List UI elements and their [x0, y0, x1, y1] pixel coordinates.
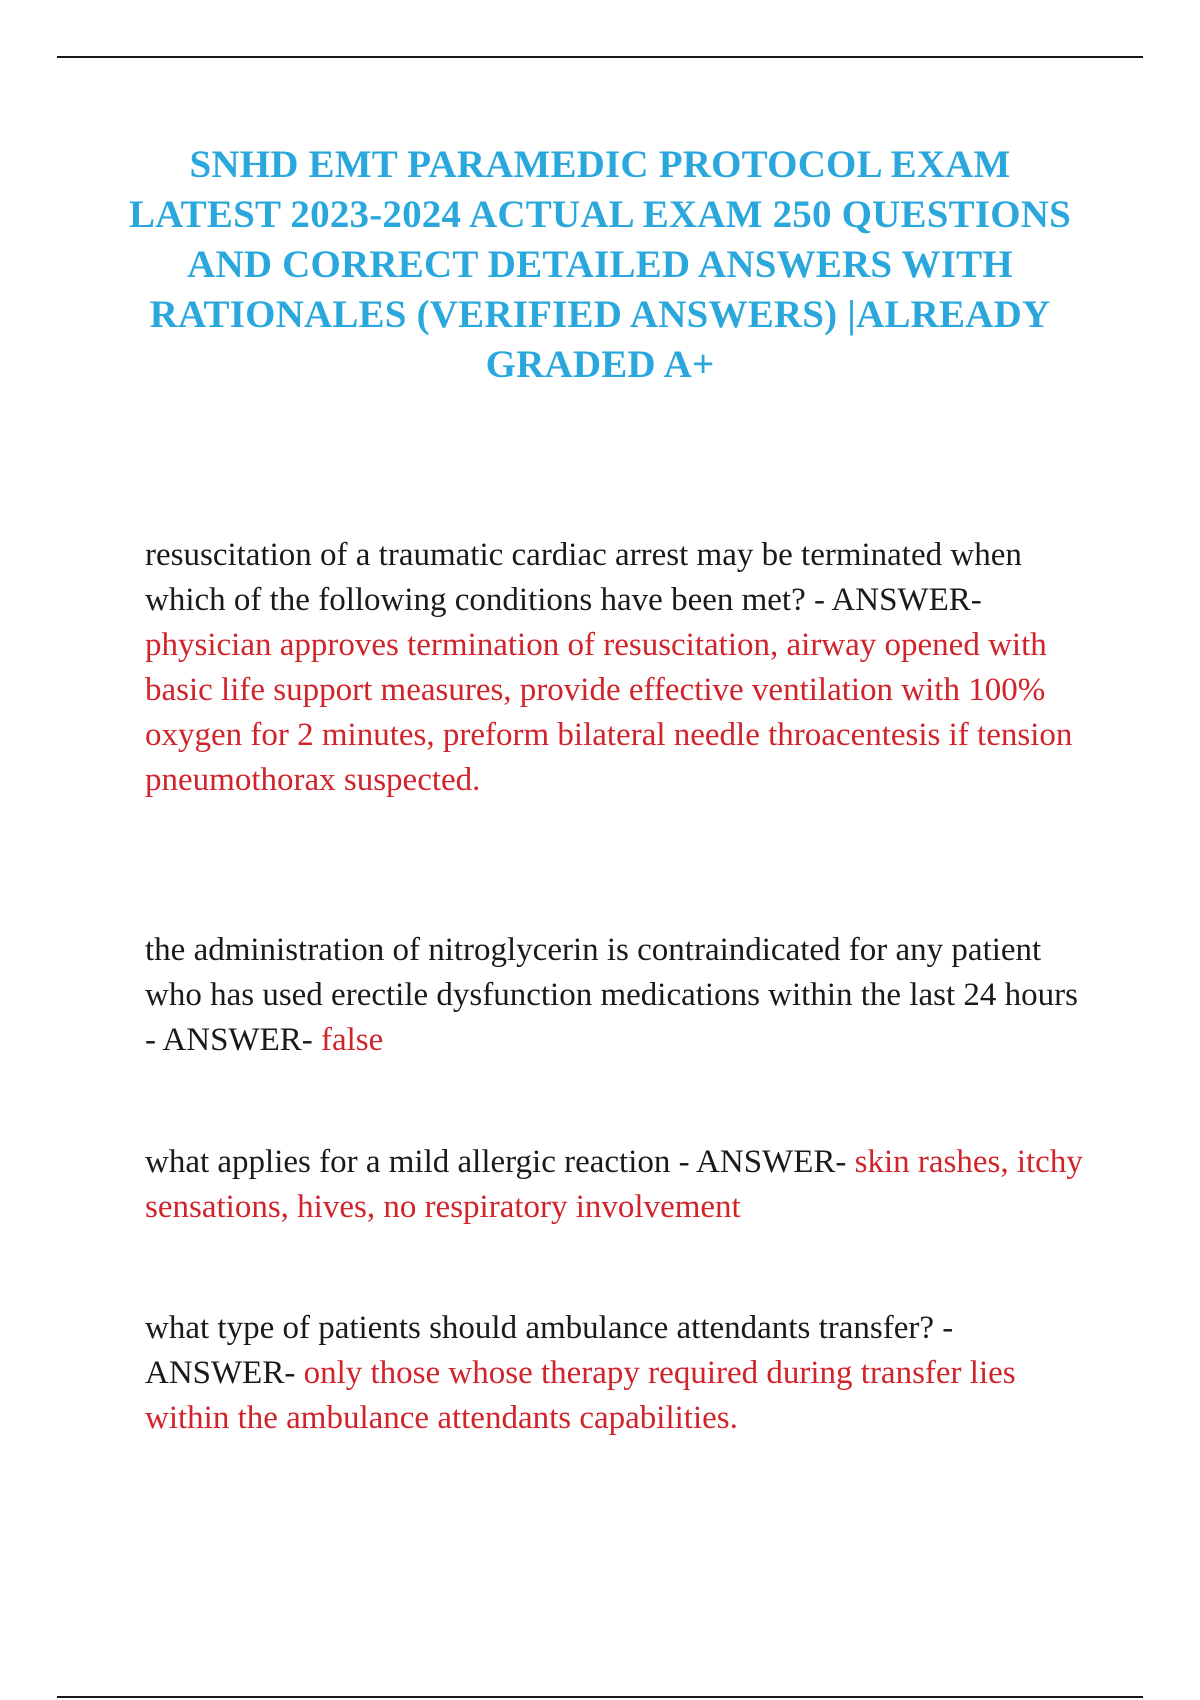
question-text: what type of patients should ambulance attendants transfer? [145, 1310, 934, 1346]
question-text: the administration of nitroglycerin is contraindicated for any patient who has used erectile dysfunction medications within the last 24 hours [145, 932, 1078, 1013]
answer-separator: - ANSWER- [805, 582, 982, 618]
qa-item-2 [145, 928, 1095, 1063]
answer-separator: - ANSWER- [145, 1310, 954, 1391]
answer-separator: - ANSWER- [145, 1022, 321, 1058]
answer-separator: - ANSWER- [670, 1144, 855, 1180]
qa-item-1 [145, 533, 1095, 803]
answer-text: false [321, 1022, 384, 1058]
bottom-rule [57, 1696, 1143, 1698]
qa-item-4 [145, 1306, 1095, 1441]
answer-text: only those whose therapy required during transfer lies within the ambulance attendants capabilities. [145, 1355, 1016, 1436]
answer-text: physician approves termination of resuscitation, airway opened with basic life support measures, provide effective ventilation with 100% oxygen for 2 minutes, preform bilateral needle throacentesis if tension pneumothorax suspected. [145, 627, 1073, 798]
question-text: what applies for a mild allergic reaction [145, 1144, 671, 1180]
top-rule [57, 56, 1143, 58]
qa-item-3 [145, 1140, 1095, 1230]
document-title: SNHD EMT PARAMEDIC PROTOCOL EXAM LATEST 2023-2024 ACTUAL EXAM 250 QUESTIONS AND CORRECT DETAILED ANSWERS WITH RATIONALES (VERIFIED ANSWERS) |ALREADY GRADED A+ [128, 143, 1072, 386]
answer-text: skin rashes, itchy sensations, hives, no respiratory involvement [145, 1144, 1083, 1225]
question-text: resuscitation of a traumatic cardiac arrest may be terminated when which of the following conditions have been met? [145, 537, 1022, 618]
